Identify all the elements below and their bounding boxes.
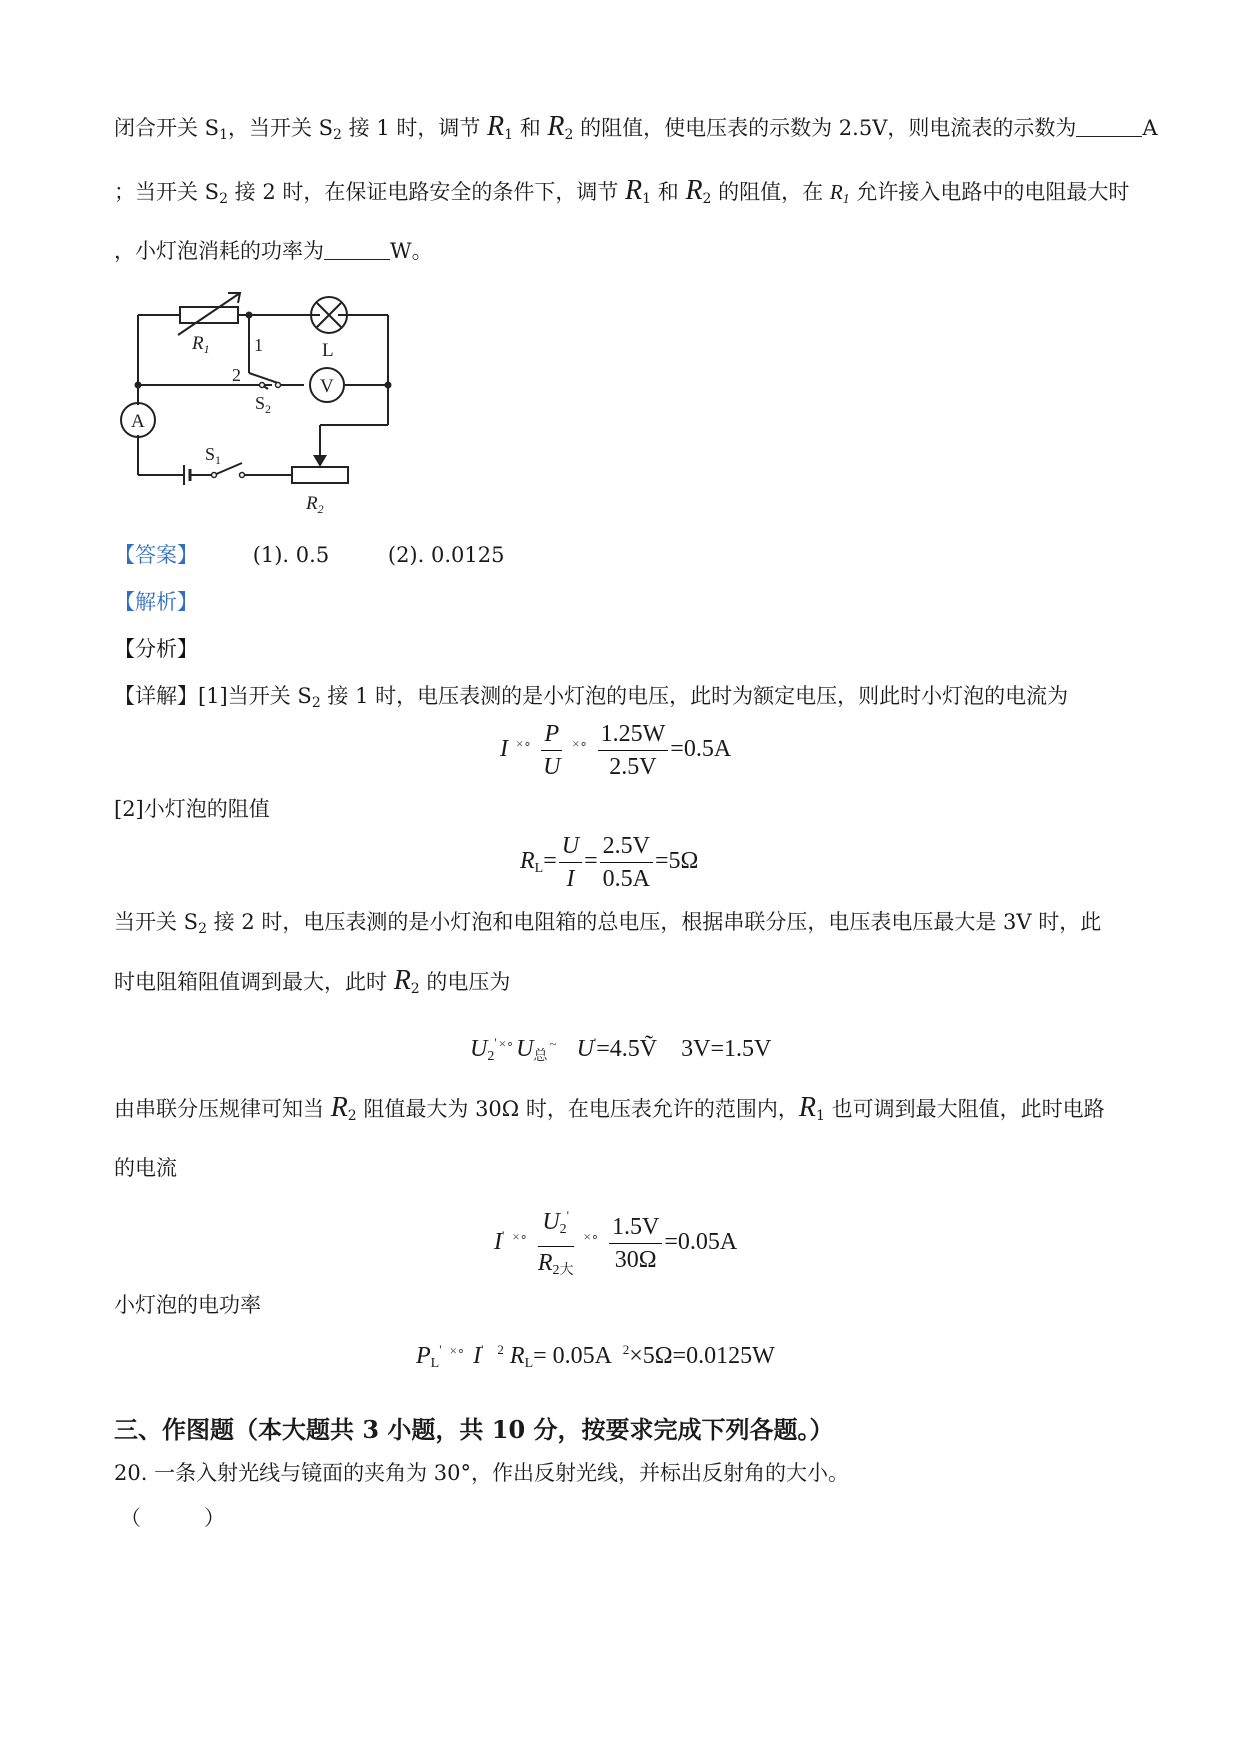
superscript: ' xyxy=(494,1035,497,1050)
eq-symbol: U xyxy=(516,1036,534,1062)
problem-line-1 xyxy=(114,112,1158,150)
s1-label: $S_1$ xyxy=(205,444,222,467)
pos2-label: 2 xyxy=(232,365,241,385)
subscript: 2 xyxy=(311,695,321,711)
exponent: 2 xyxy=(622,1342,630,1357)
fraction xyxy=(538,1200,574,1287)
eq-symbol: U xyxy=(542,1209,560,1235)
eq-symbol: P xyxy=(416,1343,431,1369)
pos1-label: 1 xyxy=(254,335,263,355)
r2-symbol: R xyxy=(393,965,411,996)
r2-symbol: R xyxy=(685,175,703,206)
fraction xyxy=(598,718,669,783)
section-heading: 三、作图题（本大题共 3 小题，共 10 分，按要求完成下列各题。） xyxy=(114,1415,834,1444)
subscript: L xyxy=(430,1356,440,1371)
subscript: 2 xyxy=(219,191,228,207)
fraction xyxy=(559,830,582,895)
r1-symbol: R xyxy=(487,111,505,142)
subscript: 2 xyxy=(347,1108,357,1124)
subscript: 2 xyxy=(559,1222,567,1237)
text: 和 xyxy=(651,180,686,204)
numerator xyxy=(538,1200,574,1247)
fenxi-tag: 【分析】 xyxy=(114,637,198,661)
r2-label: $R_2$ xyxy=(306,493,324,515)
garbled-glyph: ×∘ xyxy=(512,1229,528,1245)
step-2-label: [2]小灯泡的阻值 xyxy=(114,797,270,821)
eq-result: =5Ω xyxy=(655,848,699,875)
voltmeter-label: V xyxy=(320,376,334,397)
text: 的电压为 xyxy=(419,970,511,994)
garbled-glyph: ×∘ xyxy=(516,736,532,752)
subscript: 2 xyxy=(198,921,207,937)
answer-blank-1 xyxy=(1076,116,1142,137)
text: 接 1 时，电压表测的是小灯泡的电压，此时为额定电压，则此时小灯泡的电流为 xyxy=(320,684,1069,708)
r1-symbol: R xyxy=(798,1092,816,1123)
paragraph-6: 的电流 xyxy=(114,1156,177,1180)
fraction xyxy=(600,830,653,895)
subscript: 2 xyxy=(410,981,420,997)
numerator: 2.5V xyxy=(600,830,653,863)
eq-symbol: R xyxy=(537,1250,553,1276)
subscript: 2 xyxy=(564,127,574,143)
denominator: 0.5A xyxy=(602,866,651,892)
slider-arrow xyxy=(313,455,327,467)
subscript: 2 xyxy=(487,1049,495,1064)
eq-symbol: R xyxy=(520,848,535,875)
paragraph-3 xyxy=(114,907,1101,944)
answer-1: (1). 0.5 xyxy=(252,543,330,567)
eq-result: =4.5Ṽ 3V=1.5V xyxy=(596,1036,772,1062)
answer-tag: 【答案】 xyxy=(114,543,198,567)
superscript: ' xyxy=(439,1342,442,1357)
r2-symbol: R xyxy=(547,111,565,142)
r1-symbol: R xyxy=(625,175,643,206)
answer-blank-2 xyxy=(324,239,390,260)
superscript: ' xyxy=(593,1035,597,1050)
text: W。 xyxy=(390,239,433,263)
lamp-label: L xyxy=(322,340,334,361)
superscript: ' xyxy=(566,1208,569,1223)
answer-paren: （ ） xyxy=(120,1506,225,1530)
subscript: 1 xyxy=(219,127,228,143)
variable-arrow xyxy=(178,293,240,335)
text: 当开关 S xyxy=(114,910,199,934)
fraction xyxy=(541,718,562,783)
text: 接 1 时，调节 xyxy=(341,116,488,140)
subscript: 1 xyxy=(816,1108,825,1124)
subscript: 2大 xyxy=(552,1263,574,1278)
denominator: 30Ω xyxy=(614,1247,657,1273)
paragraph-5 xyxy=(114,1093,1105,1131)
text: 的阻值，在 xyxy=(711,180,830,204)
numerator: P xyxy=(541,718,562,751)
text: [1]当开关 S xyxy=(198,684,312,708)
s2-label: $S_2$ xyxy=(255,393,272,416)
garbled-glyph: ×∘ xyxy=(572,736,588,752)
problem-line-2 xyxy=(114,176,1129,215)
subscript: L xyxy=(524,1356,534,1371)
text: 闭合开关 S xyxy=(114,116,220,140)
exponent: 2 xyxy=(497,1342,504,1357)
eq-result: =0.05A xyxy=(664,1229,738,1256)
numerator: 1.5V xyxy=(609,1211,662,1244)
eq-symbol: I xyxy=(473,1343,482,1369)
text: ，当开关 S xyxy=(227,116,334,140)
denominator: 2.5V xyxy=(609,754,657,780)
subscript: 2 xyxy=(333,127,342,143)
denominator: U xyxy=(543,754,561,780)
eq-symbol: I xyxy=(500,736,508,763)
equation-3 xyxy=(470,1028,771,1065)
subscript: 1 xyxy=(504,127,514,143)
numerator: 1.25W xyxy=(598,718,669,751)
eq-symbol: U xyxy=(576,1036,594,1062)
garbled-glyph: ×∘ xyxy=(583,1229,599,1245)
equation-4 xyxy=(494,1200,737,1287)
text: 接 2 时，在保证电路安全的条件下，调节 xyxy=(227,180,626,204)
text: 的阻值，使电压表的示数为 2.5V，则电流表的示数为 xyxy=(573,116,1077,140)
text: 由串联分压规律可知当 xyxy=(114,1097,331,1121)
subscript: 1 xyxy=(642,191,652,207)
circuit-diagram xyxy=(110,285,410,515)
equation-1 xyxy=(500,718,731,783)
subscript: 2 xyxy=(702,191,712,207)
eq-symbol: I xyxy=(494,1229,502,1256)
s2-switch xyxy=(249,373,278,383)
answer-line xyxy=(114,540,504,570)
text: 和 xyxy=(513,116,548,140)
superscript: ' xyxy=(481,1342,484,1357)
r1-symbol: R xyxy=(829,180,843,204)
eq-sign: = xyxy=(543,848,557,875)
text: 也可调到最大阻值，此时电路 xyxy=(824,1097,1105,1121)
denominator xyxy=(538,1247,574,1287)
text: 时电阻箱阻值调到最大，此时 xyxy=(114,970,394,994)
problem-line-3 xyxy=(114,236,433,266)
detail-line xyxy=(114,681,1068,718)
garbled-glyph: ×∘ xyxy=(498,1036,515,1051)
r2-resistor xyxy=(292,467,348,483)
numerator: U xyxy=(559,830,582,863)
ammeter-label: A xyxy=(131,411,145,432)
equation-5 xyxy=(416,1342,775,1372)
superscript: ' xyxy=(502,1228,505,1244)
eq-result: ×5Ω=0.0125W xyxy=(629,1343,775,1369)
analysis-tag: 【解析】 xyxy=(114,590,198,614)
eq-sign: = xyxy=(584,848,598,875)
equation-2 xyxy=(520,830,698,895)
garbled-glyph: ~ xyxy=(549,1036,557,1051)
text: A xyxy=(1142,116,1158,140)
text: 允许接入电路中的电阻最大时 xyxy=(849,180,1130,204)
subscript: L xyxy=(534,861,544,877)
text: ；当开关 S xyxy=(114,180,220,204)
fraction xyxy=(609,1211,662,1276)
subscript: 总 xyxy=(533,1049,548,1064)
eq-symbol: U xyxy=(470,1036,488,1062)
r2-symbol: R xyxy=(330,1092,348,1123)
denominator: I xyxy=(566,866,575,892)
r1-label: $R_1$ xyxy=(192,333,210,356)
eq-symbol: R xyxy=(509,1343,525,1369)
eq-result: =0.5A xyxy=(670,736,732,763)
text: 接 2 时，电压表测的是小灯泡和电阻箱的总电压，根据串联分压，电压表电压最大是 3V 时，此 xyxy=(206,910,1102,934)
subscript: 1 xyxy=(842,192,850,207)
detail-tag: 【详解】 xyxy=(114,684,198,708)
garbled-glyph: ×∘ xyxy=(449,1343,466,1358)
paragraph-4 xyxy=(114,966,510,1004)
question-20: 20. 一条入射光线与镜面的夹角为 30°，作出反射光线，并标出反射角的大小。 xyxy=(114,1461,849,1485)
text: 阻值最大为 30Ω 时，在电压表允许的范围内， xyxy=(356,1097,799,1121)
answer-2: (2). 0.0125 xyxy=(387,543,505,567)
paragraph-7: 小灯泡的电功率 xyxy=(114,1293,261,1317)
eq-part: = 0.05A xyxy=(533,1343,611,1369)
text: ，小灯泡消耗的功率为 xyxy=(114,239,324,263)
